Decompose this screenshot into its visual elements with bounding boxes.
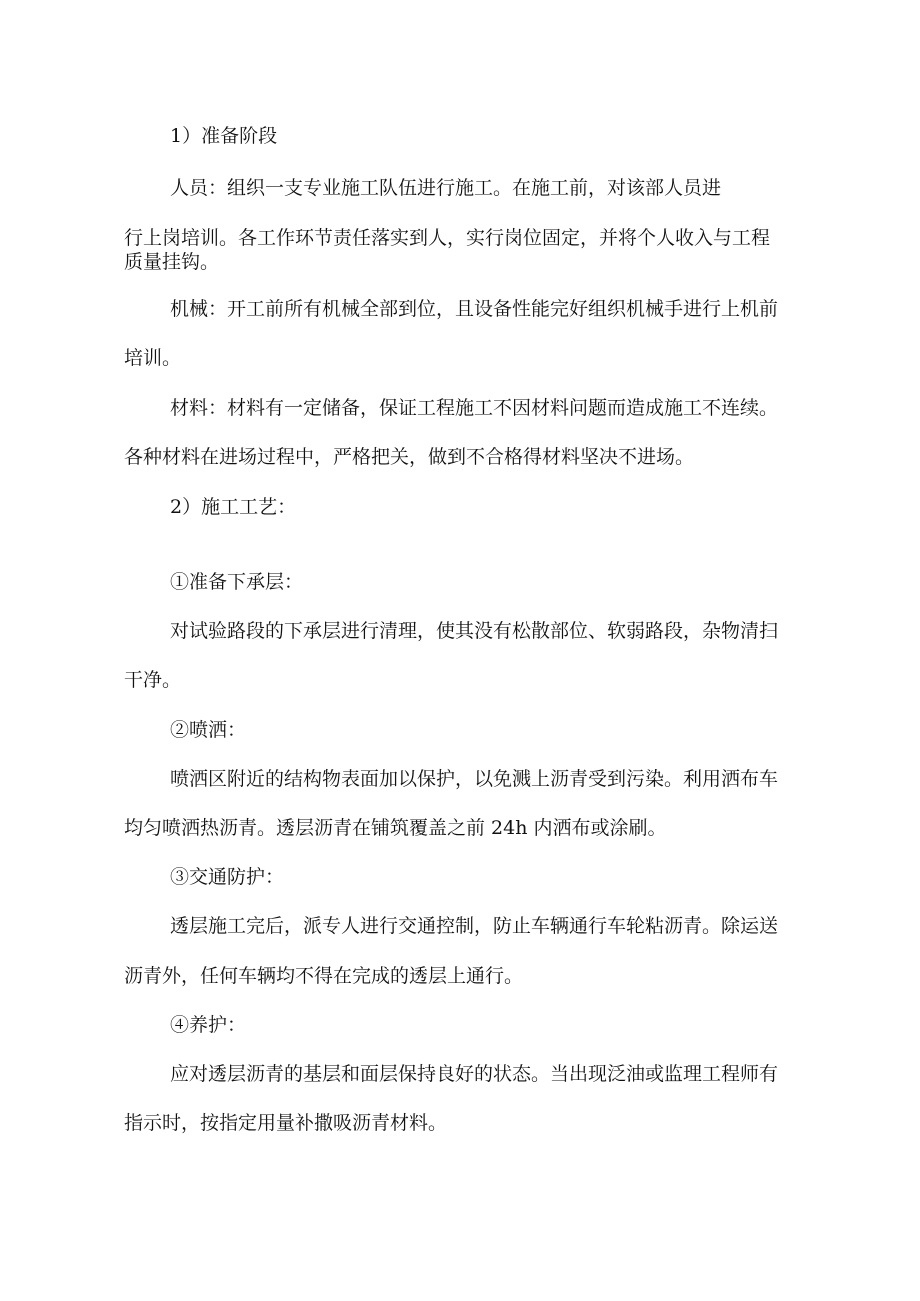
personnel-paragraph-line-1: 人员：组织一支专业施工队伍进行施工。在施工前，对该部人员进 [170, 177, 722, 199]
personnel-paragraph-line-2: 行上岗培训。各工作环节责任落实到人，实行岗位固定，并将个人收入与工程 [124, 227, 771, 249]
personnel-paragraph-line-3: 质量挂钩。 [124, 251, 220, 273]
section-1-heading: 1）准备阶段 [170, 125, 278, 147]
step-4-title: ④养护： [170, 1014, 247, 1036]
step-1-line-2: 干净。 [124, 669, 182, 691]
step-1-line-1: 对试验路段的下承层进行清理，使其没有松散部位、软弱路段，杂物清扫 [170, 620, 779, 642]
materials-paragraph-line-2: 各种材料在进场过程中，严格把关，做到不合格得材料坚决不进场。 [124, 446, 695, 468]
step-2-line-2: 均匀喷洒热沥青。透层沥青在铺筑覆盖之前 24h 内洒布或涂刷。 [124, 817, 667, 839]
materials-paragraph-line-1: 材料：材料有一定储备，保证工程施工不因材料问题而造成施工不连续。 [170, 397, 779, 419]
step-2-title: ②喷洒： [170, 719, 247, 741]
machinery-paragraph-line-2: 培训。 [124, 347, 182, 369]
machinery-paragraph-line-1: 机械：开工前所有机械全部到位，且设备性能完好组织机械手进行上机前 [170, 298, 779, 320]
section-2-heading: 2）施工工艺： [170, 496, 297, 518]
step-1-title: ①准备下承层： [170, 571, 304, 593]
step-2-line-1: 喷洒区附近的结构物表面加以保护，以免溅上沥青受到污染。利用洒布车 [170, 768, 779, 790]
step-3-title: ③交通防护： [170, 866, 285, 888]
step-4-line-2: 指示时，按指定用量补撒吸沥青材料。 [124, 1112, 448, 1134]
step-3-line-2: 沥青外，任何车辆均不得在完成的透层上通行。 [124, 965, 524, 987]
step-4-line-1: 应对透层沥青的基层和面层保持良好的状态。当出现泛油或监理工程师有 [170, 1063, 779, 1085]
step-3-line-1: 透层施工完后，派专人进行交通控制，防止车辆通行车轮粘沥青。除运送 [170, 915, 779, 937]
